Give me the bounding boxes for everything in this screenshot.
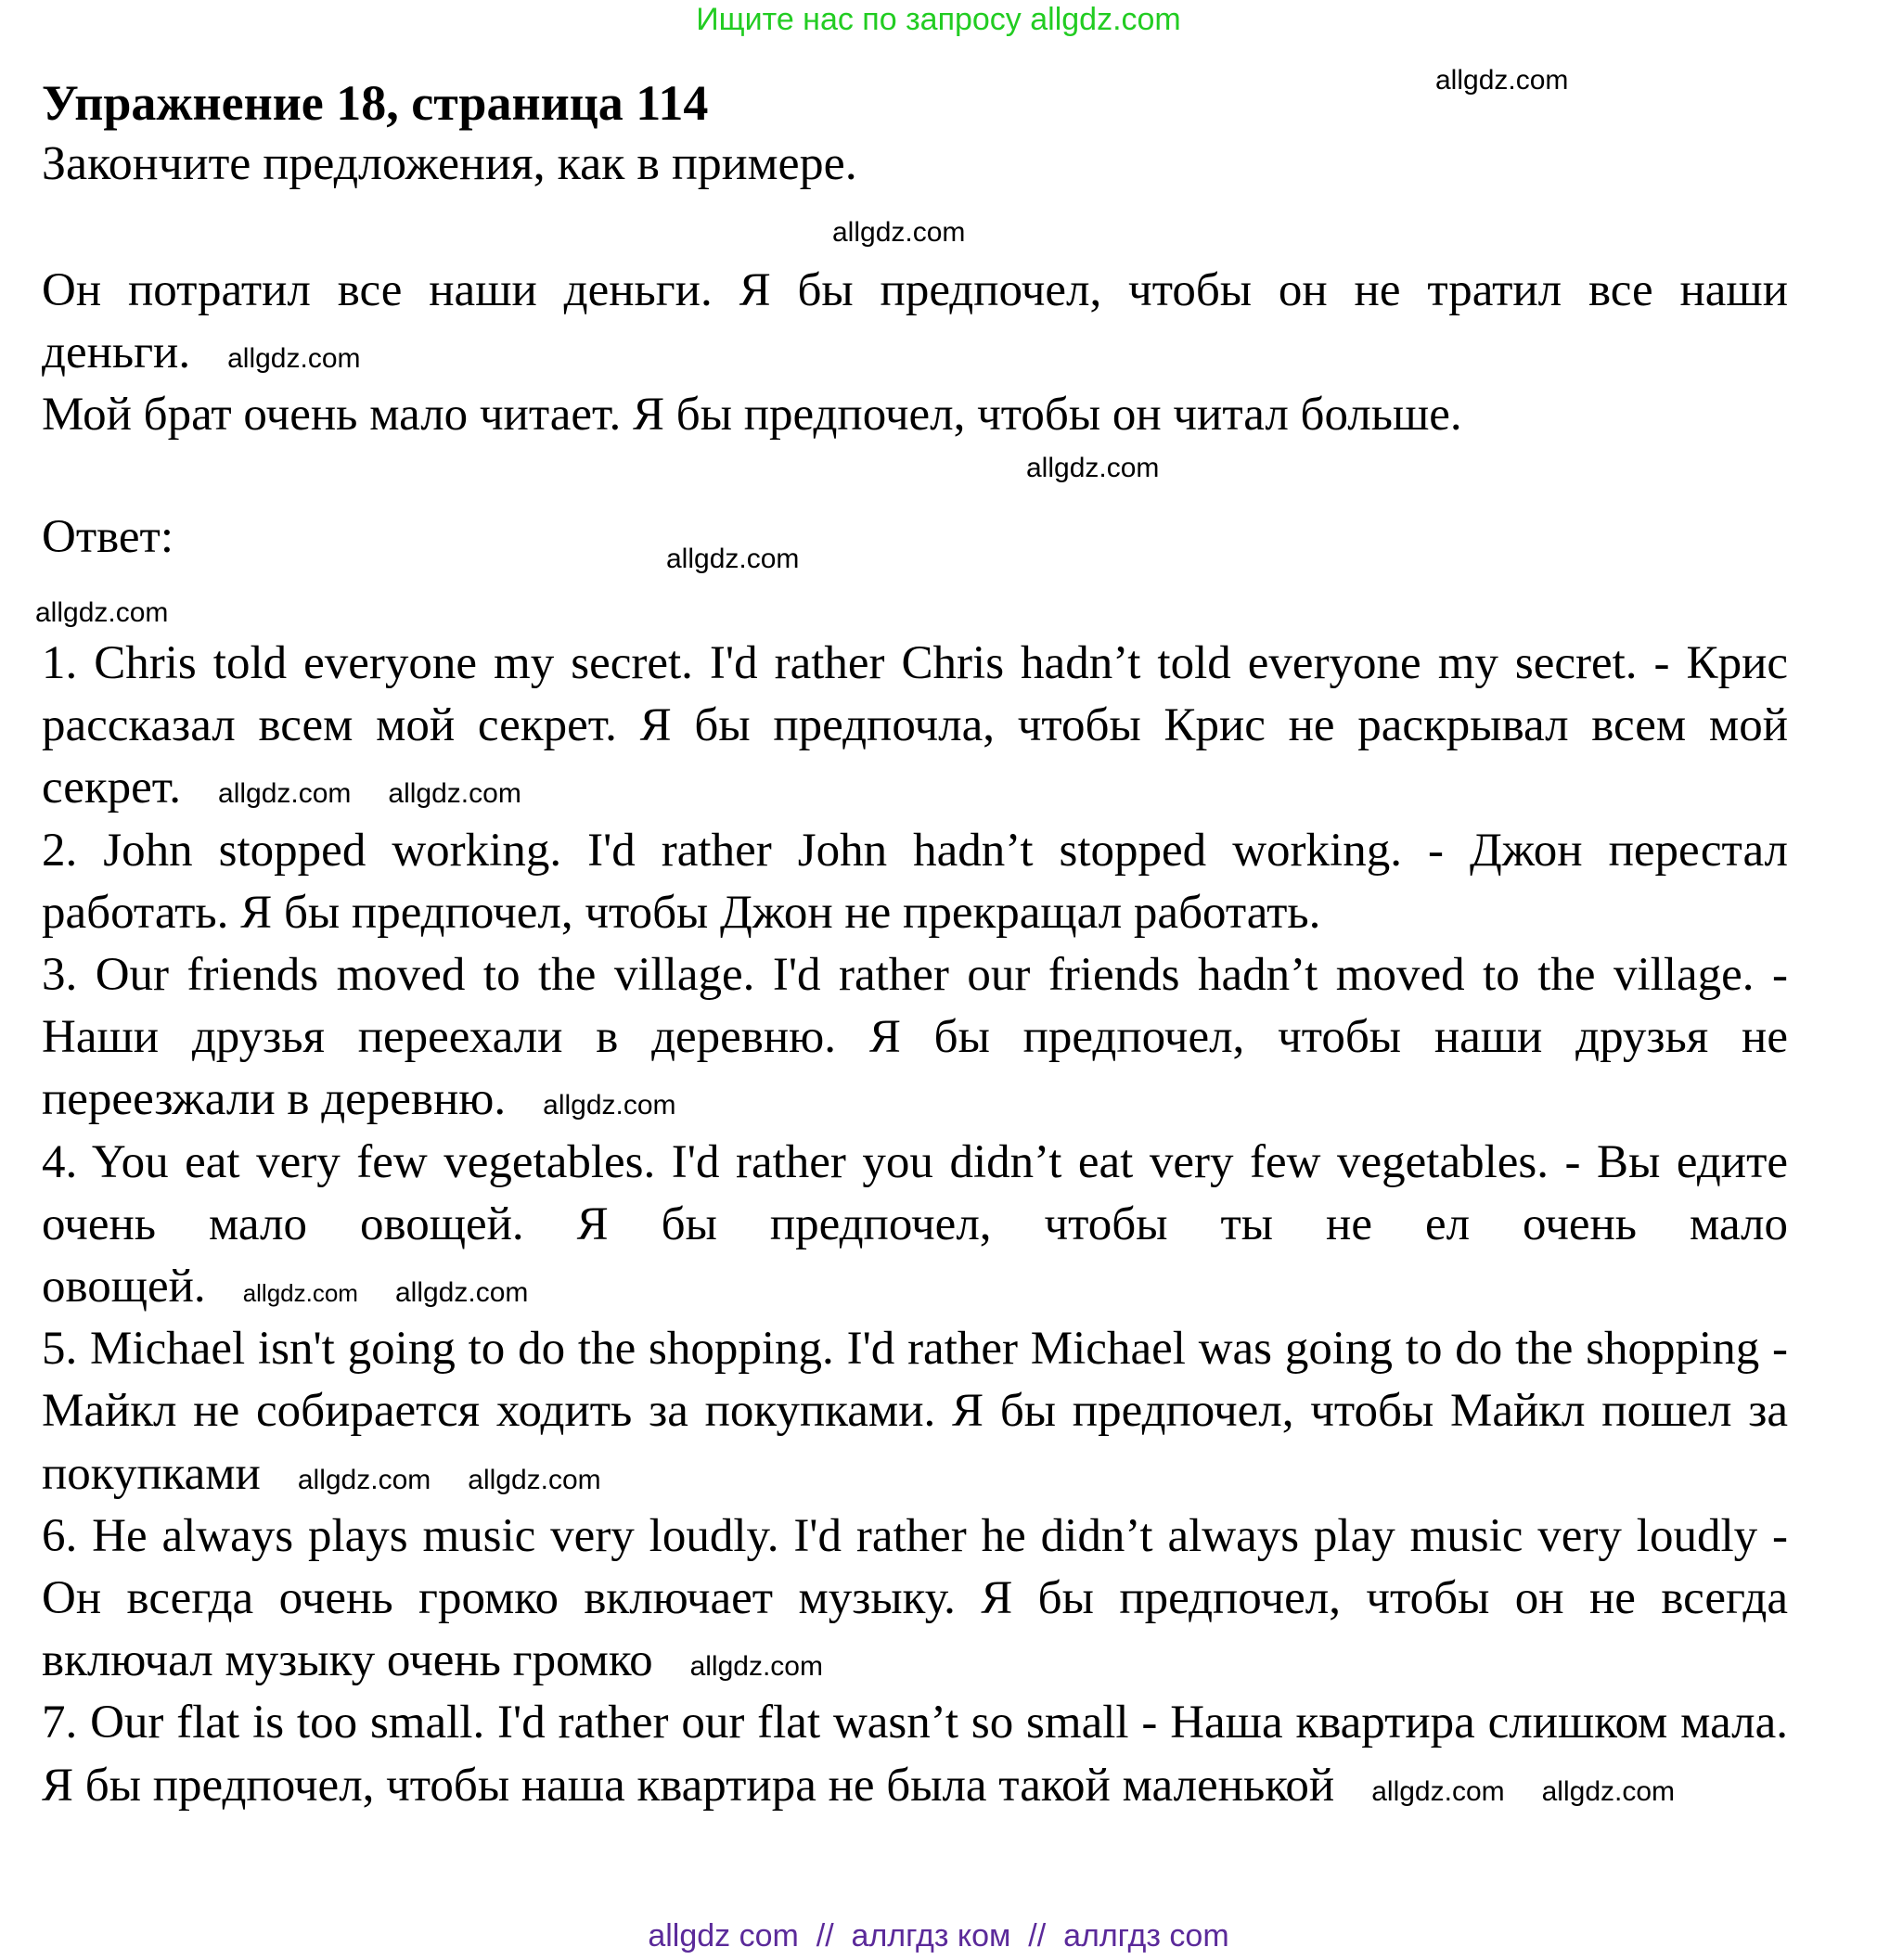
watermark: allgdz.com [388,778,521,810]
watermark: allgdz.com [1371,1775,1505,1807]
example-block [42,260,1788,447]
watermark: allgdz.com [227,343,361,375]
answer-item [42,1132,1788,1319]
watermark: allgdz.com [1435,65,1569,96]
answer-text: 4. You eat very few vegetables. I'd rather you didn’t eat very few vegetables. - Вы едите очень мало овощей. Я бы предпочел, чтобы ты не ел очень мало овощей. [42,1135,1788,1313]
example-sentence [42,384,1788,446]
watermark: allgdz.com [543,1090,676,1121]
search-banner[interactable]: Ищите нас по запросу allgdz.com [696,2,1181,37]
answer-text: 2. John stopped working. I'd rather John hadn’t stopped working. - Джон перестал работать. Я бы предпочел, чтобы Джон не прекращал работать. [42,824,1788,939]
answer-label: Ответ: [42,511,174,563]
answer-item [42,633,1788,820]
example-sentence [42,260,1788,384]
answers-list [42,633,1788,1817]
answer-text: 3. Our friends moved to the village. I'd rather our friends hadn’t moved to the village. - Наши друзья переехали в деревню. Я бы предпочел, чтобы наши друзья не переезжали в деревню. [42,949,1788,1126]
answer-text: 6. He always plays music very loudly. I'd rather he didn’t always play music very loudly - Он всегда очень громко включает музыку. Я бы предпочел, чтобы он не всегда включал музыку очень громко [42,1509,1788,1687]
example-text: Мой брат очень мало читает. Я бы предпочел, чтобы он читал больше. [42,389,1462,442]
watermark: allgdz.com [394,1277,529,1309]
page-title: Упражнение 18, страница 114 [42,75,709,131]
answer-item [42,1318,1788,1505]
answer-text: 5. Michael isn't going to do the shopping. I'd rather Michael was going to do the shopping - Майкл не собирается ходить за покупками. Я бы предпочел, чтобы Майкл пошел за покупками [42,1323,1788,1500]
answer-text: 7. Our flat is too small. I'd rather our flat wasn’t so small - Наша квартира слишком мала. Я бы предпочел, чтобы наша квартира не была такой маленькой [42,1697,1788,1812]
footer-links[interactable]: allgdz com // аллгдз ком // аллгдз com [648,1918,1229,1954]
answer-item [42,944,1788,1132]
watermark: allgdz.com [468,1464,601,1495]
answer-item [42,820,1788,944]
watermark: allgdz.com [832,217,966,248]
task-instruction: Закончите предложения, как в примере. [42,137,857,190]
watermark: allgdz.com [666,544,800,574]
watermark: allgdz.com [1541,1775,1676,1807]
watermark: allgdz.com [297,1464,431,1495]
watermark: allgdz.com [242,1279,358,1308]
watermark: allgdz.com [1026,453,1160,483]
example-text: Он потратил все наши деньги. Я бы предпочел, чтобы он не тратил все наши деньги. [42,264,1788,379]
answer-text: 1. Chris told everyone my secret. I'd rather Chris hadn’t told everyone my secret. - Крис рассказал всем мой секрет. Я бы предпочла, чтобы Крис не раскрывал всем мой секрет. [42,637,1788,814]
watermark: allgdz.com [35,597,169,628]
watermark: allgdz.com [218,778,352,810]
watermark: allgdz.com [689,1651,823,1683]
answer-item [42,1505,1788,1693]
answer-item [42,1692,1788,1816]
